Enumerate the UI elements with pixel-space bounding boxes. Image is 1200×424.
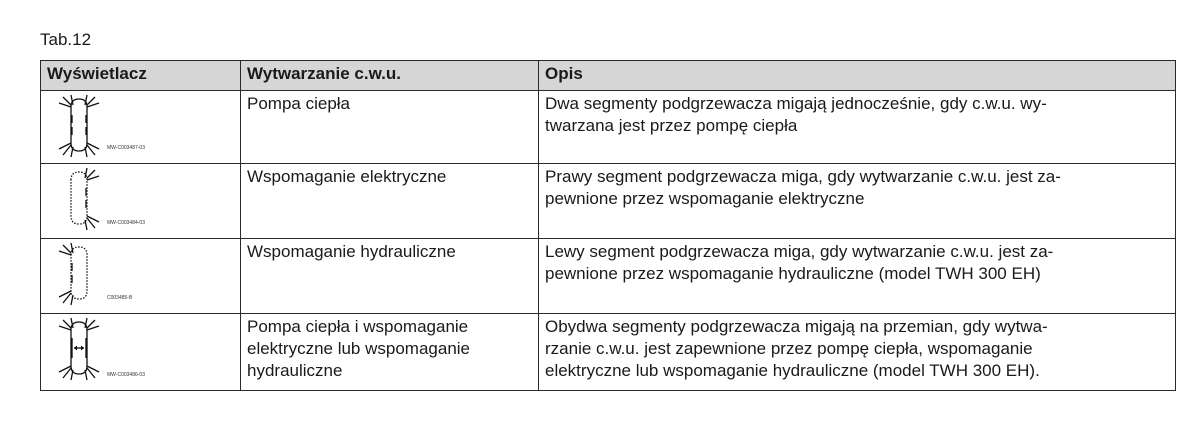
mode-line: elektryczne lub wspomaganie (247, 339, 471, 358)
description-line: rzanie c.w.u. jest zapewnione przez pompę ciepła, wspomaganie (545, 339, 1033, 358)
description-line: Obydwa segmenty podgrzewacza migają na przemian, gdy wytwa- (545, 317, 1048, 336)
figure-code: MW-C003486-03 (107, 372, 145, 378)
display-cell (41, 164, 241, 239)
description-line: Lewy segment podgrzewacza miga, gdy wytwarzanie c.w.u. jest za- (545, 242, 1054, 261)
table-row (41, 91, 1176, 164)
description-cell (539, 164, 1176, 239)
figure-code: MW-C003484-03 (107, 220, 145, 226)
mode-cell: Wspomaganie hydrauliczne (241, 239, 539, 314)
mode-cell: Pompa ciepła (241, 91, 539, 164)
mode-line: Pompa ciepła i wspomaganie (247, 317, 469, 336)
description-cell (539, 239, 1176, 314)
heater-right-segment-blinking-icon (49, 166, 109, 232)
description-line: elektryczne lub wspomaganie hydrauliczne (model TWH 300 EH). (545, 361, 1040, 380)
header-description: Opis (539, 61, 1176, 91)
display-cell (41, 91, 241, 164)
display-cell (41, 239, 241, 314)
figure-code: MW-C003487-03 (107, 145, 145, 151)
heater-both-segments-blinking-icon (49, 93, 109, 159)
description-line: Dwa segmenty podgrzewacza migają jednocześnie, gdy c.w.u. wy- (545, 94, 1047, 113)
heater-left-segment-blinking-icon (49, 241, 109, 307)
header-display: Wyświetlacz (41, 61, 241, 91)
table-caption: Tab.12 (40, 30, 92, 49)
description-cell (539, 314, 1176, 391)
mode-cell: Wspomaganie elektryczne (241, 164, 539, 239)
mode-cell (241, 314, 539, 391)
description-line: twarzana jest przez pompę ciepła (545, 116, 798, 135)
table-row (41, 239, 1176, 314)
table-row (41, 164, 1176, 239)
display-cell (41, 314, 241, 391)
description-line: pewnione przez wspomaganie elektryczne (545, 189, 865, 208)
description-line: Prawy segment podgrzewacza miga, gdy wytwarzanie c.w.u. jest za- (545, 167, 1061, 186)
header-dhw-production: Wytwarzanie c.w.u. (241, 61, 539, 91)
description-line: pewnione przez wspomaganie hydrauliczne (model TWH 300 EH) (545, 264, 1041, 283)
description-cell (539, 91, 1176, 164)
table-header-row (41, 61, 1176, 91)
display-modes-table (40, 60, 1176, 391)
table-row (41, 314, 1176, 391)
mode-line: hydrauliczne (247, 361, 343, 380)
heater-segments-alternating-icon (49, 316, 109, 382)
figure-code: C003485-B (107, 295, 133, 301)
